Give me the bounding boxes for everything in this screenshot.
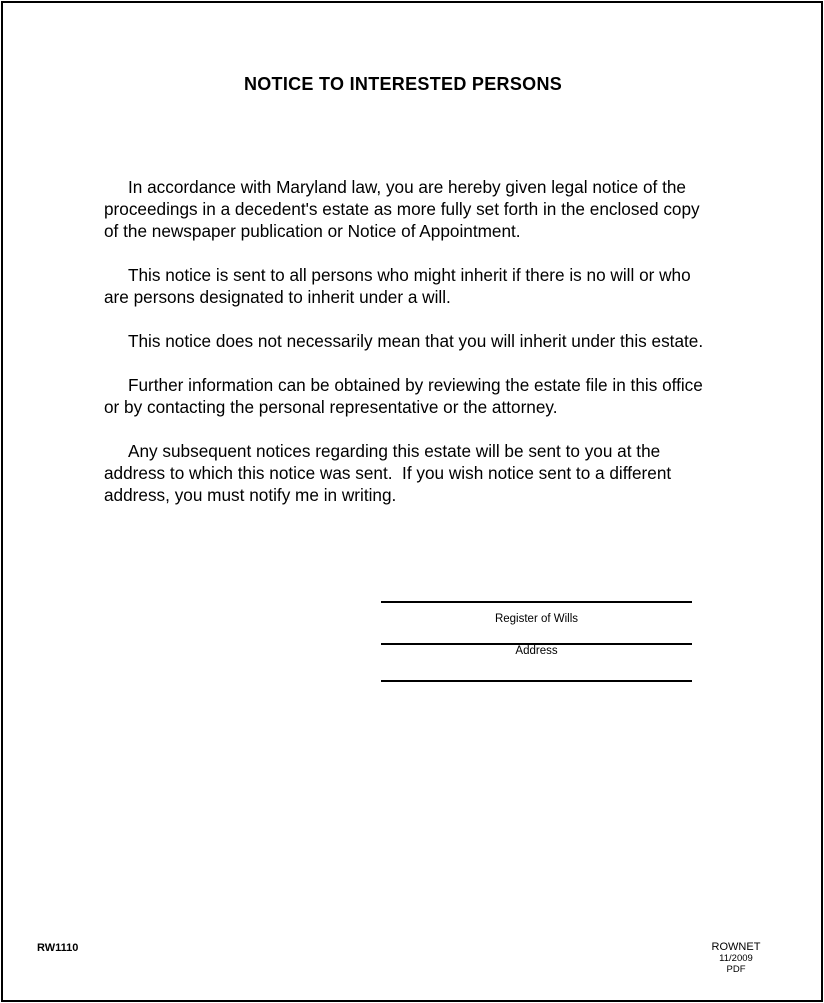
paragraph-subsequent-notices: Any subsequent notices regarding this estate will be sent to you at the address to which this notice was sent. If you wish notice sent to a different address, you must notify me in writing. [104,441,676,505]
address-label: Address [515,645,558,657]
paragraph-recipients: This notice is sent to all persons who might inherit if there is no will or who are persons designated to inherit under a will. [104,265,696,307]
footer-format: PDF [726,964,746,975]
footer-date: 11/2009 [719,953,753,964]
document-title: NOTICE TO INTERESTED PERSONS [243,74,563,94]
form-number: RW1110 [37,942,79,954]
register-signature-line [381,601,692,603]
paragraph-inheritance-disclaimer: This notice does not necessarily mean that you will inherit under this estate. [128,331,704,351]
address-line-2 [381,680,692,682]
footer-form-info [696,941,776,975]
register-of-wills-label: Register of Wills [494,613,579,625]
paragraph-legal-notice: In accordance with Maryland law, you are hereby given legal notice of the proceedings in a decedent's estate as more fully set forth in the enclosed copy of the newspaper publication or Notice of Appointment. [104,177,705,241]
paragraph-further-information: Further information can be obtained by reviewing the estate file in this office or by contacting the personal representative or the attorney. [104,375,708,417]
notice-body [104,176,708,528]
footer-system: ROWNET [711,941,761,953]
